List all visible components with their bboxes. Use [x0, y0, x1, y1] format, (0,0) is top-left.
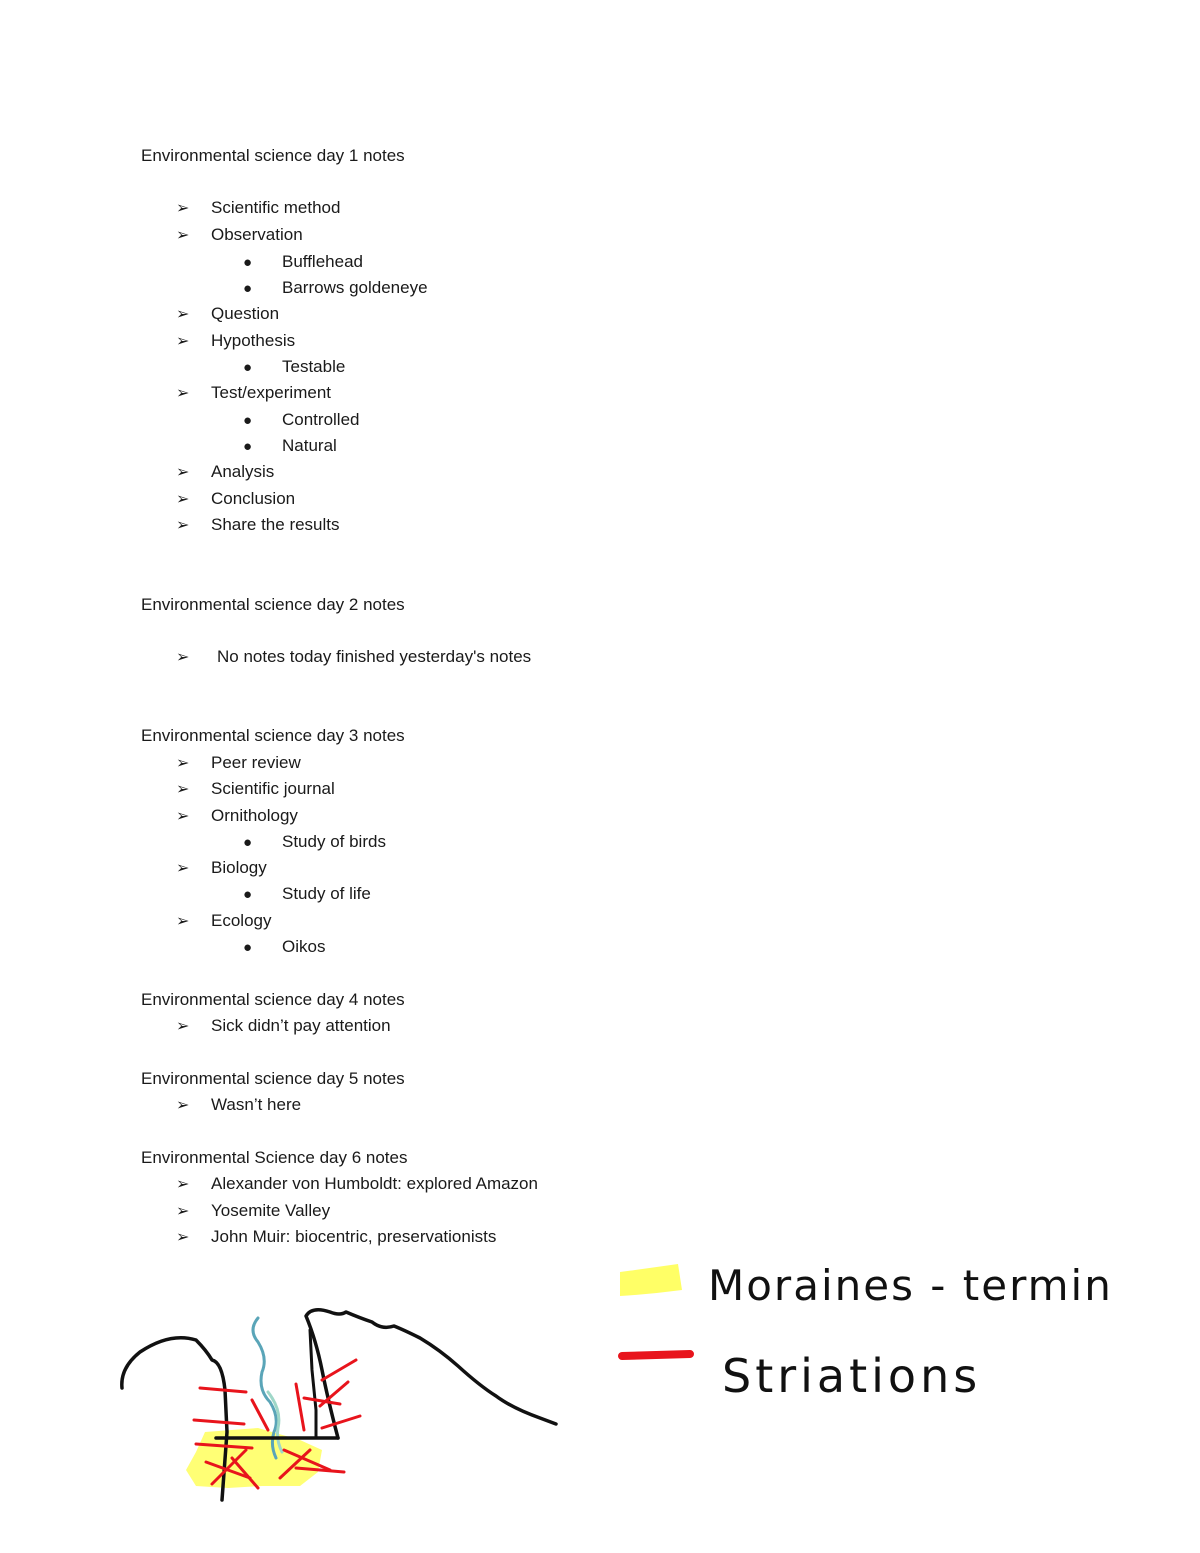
sub-bullet-text: Study of birds: [282, 832, 386, 851]
arrow-bullet-icon: ➢: [176, 517, 190, 534]
dot-bullet-icon: ●: [243, 280, 253, 297]
section-heading-day-4: Environmental science day 4 notes: [141, 990, 405, 1009]
bullet-text: Hypothesis: [211, 331, 296, 350]
arrow-bullet-icon: ➢: [176, 464, 190, 481]
bullet-text: Analysis: [211, 462, 275, 481]
sub-bullet-text: Testable: [282, 357, 346, 376]
arrow-bullet-icon: ➢: [176, 1018, 190, 1035]
sub-bullet-text: Bufflehead: [282, 252, 363, 271]
moraines-label: Moraines - termin: [708, 1261, 1113, 1310]
dot-bullet-icon: ●: [243, 939, 253, 956]
bullet-text: Scientific method: [211, 198, 341, 217]
arrow-bullet-icon: ➢: [176, 755, 190, 772]
dot-bullet-icon: ●: [243, 886, 253, 903]
arrow-bullet-icon: ➢: [176, 1203, 190, 1220]
dot-bullet-icon: ●: [243, 412, 253, 429]
bullet-text: Biology: [211, 858, 267, 877]
arrow-bullet-icon: ➢: [176, 781, 190, 798]
bullet-text: Sick didn’t pay attention: [211, 1016, 391, 1035]
bullet-text: Test/experiment: [211, 383, 331, 402]
bullet-text: Ecology: [211, 911, 272, 930]
arrow-bullet-icon: ➢: [176, 306, 190, 323]
bullet-text: Observation: [211, 225, 303, 244]
arrow-bullet-icon: ➢: [176, 491, 190, 508]
sub-bullet-text: Controlled: [282, 410, 360, 429]
striations-label: Striations: [722, 1349, 982, 1403]
section-heading-day-1: Environmental science day 1 notes: [141, 146, 405, 165]
valley-wall-right: [306, 1310, 556, 1438]
arrow-bullet-icon: ➢: [176, 649, 190, 666]
bullet-text: Yosemite Valley: [211, 1201, 331, 1220]
dot-bullet-icon: ●: [243, 254, 253, 271]
arrow-bullet-icon: ➢: [176, 1176, 190, 1193]
arrow-bullet-icon: ➢: [176, 200, 190, 217]
striation-legend-swatch: [622, 1354, 690, 1356]
sub-bullet-text: Barrows goldeneye: [282, 278, 428, 297]
bullet-text: Question: [211, 304, 280, 323]
section-heading-day-6: Environmental Science day 6 notes: [141, 1148, 408, 1167]
dot-bullet-icon: ●: [243, 438, 253, 455]
dot-bullet-icon: ●: [243, 834, 253, 851]
sub-bullet-text: Study of life: [282, 884, 371, 903]
sub-bullet-text: Natural: [282, 436, 337, 455]
arrow-bullet-icon: ➢: [176, 227, 190, 244]
arrow-bullet-icon: ➢: [176, 1097, 190, 1114]
bullet-text: Ornithology: [211, 806, 298, 825]
arrow-bullet-icon: ➢: [176, 1229, 190, 1246]
arrow-bullet-icon: ➢: [176, 808, 190, 825]
section-heading-day-2: Environmental science day 2 notes: [141, 595, 405, 614]
arrow-bullet-icon: ➢: [176, 385, 190, 402]
dot-bullet-icon: ●: [243, 359, 253, 376]
arrow-bullet-icon: ➢: [176, 860, 190, 877]
bullet-text: No notes today finished yesterday's notes: [217, 647, 532, 666]
bullet-text: Conclusion: [211, 489, 296, 508]
arrow-bullet-icon: ➢: [176, 913, 190, 930]
bullet-text: Scientific journal: [211, 779, 335, 798]
bullet-text: Share the results: [211, 515, 340, 534]
bullet-text: Wasn’t here: [211, 1095, 302, 1114]
arrow-bullet-icon: ➢: [176, 333, 190, 350]
bullet-text: Alexander von Humboldt: explored Amazon: [211, 1174, 538, 1193]
section-heading-day-5: Environmental science day 5 notes: [141, 1069, 405, 1088]
bullet-text: John Muir: biocentric, preservationists: [211, 1227, 497, 1246]
bullet-text: Peer review: [211, 753, 301, 772]
moraine-legend-swatch: [620, 1264, 682, 1296]
section-heading-day-3: Environmental science day 3 notes: [141, 726, 405, 745]
sub-bullet-text: Oikos: [282, 937, 326, 956]
